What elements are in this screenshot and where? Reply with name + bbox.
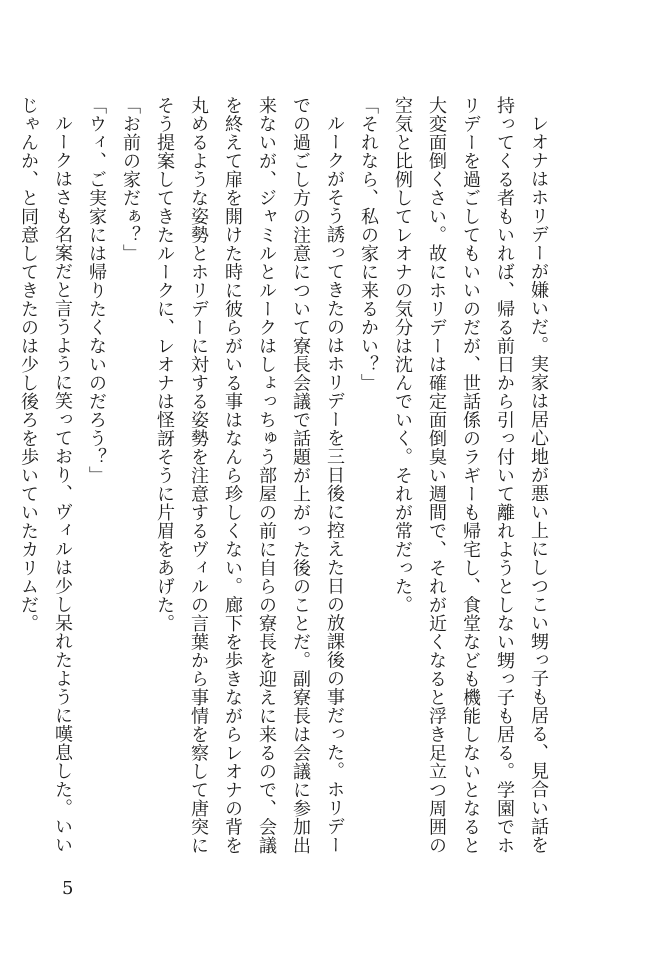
page-number: 5 xyxy=(62,878,74,899)
paragraph: ルークがそう誘ってきたのはホリデーを三日後に控えた日の放課後の事だった。ホリデーでの過ごし方の注意について寮長会議で話題が上がった後のことだ。副寮長は会議に参加出来ないが、ジャミルとルークはしょっちゅう部屋の前に自らの寮長を迎えに来るので、会議を終えて扉を開けた時に彼らがいる事はなんら珍しくない。廊下を歩きながらレオナの背を丸めるような姿勢とホリデーに対する姿勢を注意するヴィルの言葉から事情を察して唐突にそう提案してきたルークに、レオナは怪訝そうに片眉をあげた。 xyxy=(154,96,345,855)
body-text xyxy=(18,96,555,856)
paragraph: ルークはさも名案だと言うように笑っており、ヴィルは少し呆れたように嘆息した。いいじゃんか、と同意してきたのは少し後ろを歩いていたカリムだ。 xyxy=(18,96,73,854)
dialogue-line: 「ウィ、ご実家には帰りたくないのだろう？」 xyxy=(86,96,107,485)
dialogue-line: 「それなら、私の家に来るかい？」 xyxy=(358,96,379,392)
paragraph: レオナはホリデーが嫌いだ。実家は居心地が悪い上にしつこい甥っ子も居る、見合い話を持ってくる者もいれば、帰る前日から引っ付いて離れようとしない甥っ子も居る。学園でホリデーを過ごしてもいいのだが、世話係のラギーも帰宅し、食堂なども機能しないとなると大変面倒くさい。故にホリデーは確定面倒臭い週間で、それが近くなると浮き足立つ周囲の空気と比例してレオナの気分は沈んでいく。それが常だった。 xyxy=(392,96,549,855)
dialogue-line: 「お前の家だぁ？」 xyxy=(120,96,141,263)
